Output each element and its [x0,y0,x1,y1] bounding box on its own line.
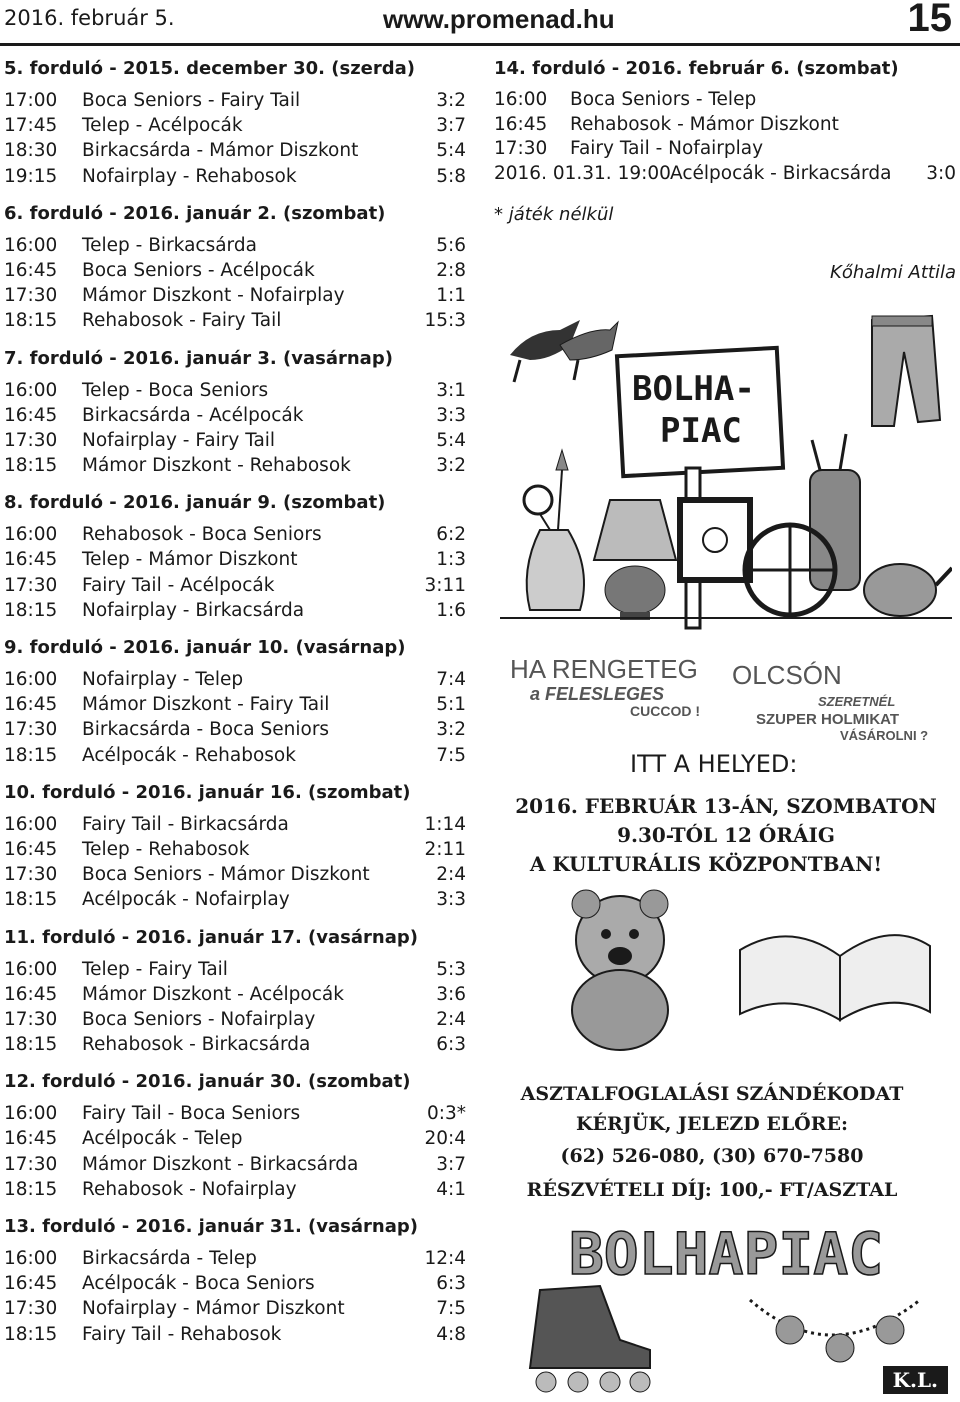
match-score: 12:4 [424,1248,466,1269]
match-row [4,862,466,887]
match-score: 5:6 [436,234,466,256]
match-row [4,428,466,453]
match-score: 4:1 [436,1178,466,1200]
match-time: 16:45 [4,694,58,716]
match-time: 18:15 [4,1178,58,1200]
match-row [4,812,466,837]
match-teams: Nofairplay - Birkacsárda [82,599,305,621]
round-title: 10. forduló - 2016. január 16. (szombat) [4,781,411,803]
match-score: 6:3 [436,1273,466,1295]
match-teams: Mámor Diszkont - Fairy Tail [82,694,330,716]
match-teams: Acélpocák - Rehabosok [82,744,296,766]
match-teams: Rehabosok - Boca Seniors [82,524,322,546]
match-row [494,137,956,162]
match-teams: Fairy Tail - Birkacsárda [82,813,289,835]
match-row [4,233,466,258]
match-score: 1:3 [436,549,466,571]
match-row [4,598,466,623]
match-time: 17:30 [4,429,58,451]
match-time: 16:00 [4,669,58,690]
match-score: 2:11 [424,838,466,860]
match-teams: Boca Seniors - Nofairplay [82,1008,316,1030]
match-score: 7:5 [436,1298,466,1320]
match-teams: Nofairplay - Fairy Tail [82,429,276,451]
match-teams: Mámor Diszkont - Nofairplay [82,285,345,307]
match-time: 16:00 [4,379,58,401]
match-score: 3:6 [436,983,466,1005]
match-time: 16:00 [4,1248,58,1269]
round-block [4,490,466,623]
match-score: 3:11 [424,574,466,596]
round-title: 14. forduló - 2016. február 6. (szombat) [494,58,899,79]
match-teams: Nofairplay - Mámor Diszkont [82,1298,345,1320]
match-row [4,573,466,598]
site-url[interactable]: www.promenad.hu [383,4,615,34]
match-teams: Mámor Diszkont - Acélpocák [82,983,344,1005]
match-teams: Boca Seniors - Telep [570,89,757,110]
match-time: 17:30 [4,1008,58,1030]
match-row [4,717,466,742]
match-time: 18:15 [4,455,58,477]
match-score: 1:6 [436,599,466,621]
match-time: 16:45 [4,1128,58,1150]
round-block [4,1214,466,1347]
match-score: 6:3 [436,1034,466,1056]
match-row [4,1322,466,1347]
match-time: 16:45 [4,983,58,1005]
match-score: 7:4 [436,669,466,690]
match-row [4,547,466,572]
match-score: 3:7 [436,1153,466,1175]
match-time: 17:30 [4,1153,58,1175]
match-score: 15:3 [424,310,466,332]
match-score: 2:8 [436,259,466,281]
match-time: 18:30 [4,140,58,162]
match-row [4,378,466,403]
match-time: 19:15 [4,165,58,187]
open-book-icon [740,935,930,1020]
match-score: 1:1 [436,285,466,307]
match-score: 0:3* [426,1103,466,1125]
footnote: * játék nélkül [494,204,614,225]
match-score: 3:3 [436,889,466,911]
match-row [4,283,466,308]
match-teams: Birkacsárda - Boca Seniors [82,719,330,741]
match-teams: Boca Seniors - Acélpocák [82,259,315,281]
match-time: 17:45 [4,115,58,137]
match-teams: Fairy Tail - Rehabosok [82,1323,282,1345]
match-score: 20:4 [424,1128,466,1150]
match-score: 4:8 [436,1323,466,1345]
match-score: 3:7 [436,115,466,137]
page-header [0,0,960,46]
match-time: 16:45 [4,1273,58,1295]
match-teams: Boca Seniors - Mámor Diszkont [82,864,370,886]
match-row [4,837,466,862]
match-teams: Rehabosok - Birkacsárda [82,1034,311,1056]
match-score: 2:4 [436,1008,466,1030]
match-score: 3:2 [436,90,466,111]
match-time: 16:45 [494,113,548,135]
match-teams: Rehabosok - Nofairplay [82,1178,297,1200]
match-teams: Telep - Fairy Tail [82,958,228,980]
shoes-icon [510,320,618,382]
poster-big-title: BOLHAPIAC [568,1220,884,1288]
sign-line-2: PIAC [660,411,742,451]
sign-line-1: BOLHA- [632,369,755,409]
match-row [4,1126,466,1151]
match-teams: Telep - Birkacsárda [82,234,257,256]
match-time: 16:00 [4,958,58,980]
match-teams: Nofairplay - Telep [82,669,244,690]
match-teams: Acélpocák - Nofairplay [82,889,290,911]
page-number: 15 [907,0,952,40]
match-row [4,113,466,138]
match-score: 1:14 [424,813,466,835]
match-teams: Fairy Tail - Nofairplay [570,138,764,159]
round-block [4,56,466,189]
match-row [4,743,466,768]
match-time: 18:15 [4,310,58,332]
match-time: 18:15 [4,599,58,621]
match-score: 7:5 [436,744,466,766]
match-row-rescheduled [494,162,956,187]
event-date: 2016. FEBRUÁR 13-ÁN, SZOMBATON [515,794,937,818]
ad-olcson: OLCSÓN [732,660,842,690]
event-place: A KULTURÁLIS KÖZPONTBAN! [529,852,883,876]
match-time: 18:15 [4,1323,58,1345]
match-row [4,308,466,333]
flea-market-poster [500,300,952,1398]
round-block [4,1069,466,1202]
match-row [494,88,956,113]
round-block [4,925,466,1058]
match-score: 3:2 [436,719,466,741]
match-teams: Rehabosok - Mámor Diszkont [570,113,839,135]
reservation-line-2: KÉRJÜK, JELEZD ELŐRE: [575,1113,849,1135]
match-teams: Acélpocák - Telep [82,1128,243,1150]
match-row [4,1101,466,1126]
ad-szeretnel: SZERETNÉL [818,694,896,709]
event-time: 9.30-TÓL 12 ÓRÁIG [617,823,835,847]
match-score: 6:2 [436,524,466,546]
match-row [4,957,466,982]
phone-numbers: (62) 526-080, (30) 670-7580 [560,1145,864,1167]
match-row [4,522,466,547]
match-teams: Birkacsárda - Acélpocák [82,404,304,426]
match-teams: Boca Seniors - Fairy Tail [82,90,301,111]
match-row [4,1271,466,1296]
match-time: 17:00 [4,90,58,111]
match-row [4,88,466,113]
match-time: 17:30 [494,138,548,159]
issue-date: 2016. február 5. [4,6,175,30]
reservation-line-1: ASZTALFOGLALÁSI SZÁNDÉKODAT [520,1083,904,1105]
vase-icon [524,450,584,610]
match-teams: Birkacsárda - Mámor Diszkont [82,140,359,162]
match-teams: Acélpocák - Birkacsárda [670,162,892,184]
match-row [4,258,466,283]
match-time: 16:45 [4,404,58,426]
match-teams: Rehabosok - Fairy Tail [82,310,282,332]
match-score: 3:2 [436,455,466,477]
round-title: 11. forduló - 2016. január 17. (vasárnap) [4,926,418,948]
ad-cuccod: CUCCOD ! [630,703,700,719]
match-teams: Acélpocák - Boca Seniors [82,1273,315,1295]
match-teams: Mámor Diszkont - Rehabosok [82,455,351,477]
match-row [4,887,466,912]
match-score: 5:4 [436,140,466,162]
match-time: 18:15 [4,1034,58,1056]
match-teams: Telep - Rehabosok [82,838,250,860]
jeans-icon [872,316,940,426]
match-row [494,113,956,138]
match-time: 16:00 [4,524,58,546]
match-score: 5:3 [436,958,466,980]
roller-skate-icon [530,1286,650,1392]
round-title: 8. forduló - 2016. január 9. (szombat) [4,492,386,514]
match-time: 16:45 [4,259,58,281]
match-time: 18:15 [4,744,58,766]
match-time: 16:45 [4,549,58,571]
match-time: 16:00 [4,813,58,835]
match-row [4,1177,466,1202]
match-time: 2016. 01.31. 19:00 [494,162,671,184]
round-block [494,56,956,186]
match-teams: Mámor Diszkont - Birkacsárda [82,1153,359,1175]
match-teams: Telep - Boca Seniors [82,379,269,401]
match-score: 5:1 [436,694,466,716]
teapot-icon [864,564,952,616]
match-row [4,1296,466,1321]
match-time: 16:45 [4,838,58,860]
ad-szuper: SZUPER HOLMIKAT [756,711,900,728]
match-row [4,164,466,189]
ad-itt-a-helyed: ITT A HELYED: [630,750,798,778]
fixtures-right-column [494,56,956,225]
match-row [4,453,466,478]
match-row [4,138,466,163]
match-row [4,1007,466,1032]
round-block [4,635,466,768]
round-title: 5. forduló - 2015. december 30. (szerda) [4,58,416,79]
poster-signature: K.L. [883,1366,948,1394]
round-block [4,346,466,479]
ad-felesleges: a FELESLEGES [530,684,665,704]
round-title: 6. forduló - 2016. január 2. (szombat) [4,202,386,224]
match-time: 17:30 [4,574,58,596]
match-time: 17:30 [4,864,58,886]
match-time: 17:30 [4,719,58,741]
match-teams: Telep - Mámor Diszkont [82,549,298,571]
match-row [4,1246,466,1271]
match-row [4,1032,466,1057]
match-teams: Nofairplay - Rehabosok [82,165,297,187]
fixtures-left-column [4,56,466,1359]
cart-wheel-icon [745,525,835,615]
ad-vasarolni: VÁSÁROLNI ? [840,728,929,743]
match-score: 5:8 [436,165,466,187]
match-teams: Birkacsárda - Telep [82,1248,257,1269]
match-score: 3:0 [926,162,956,184]
lamp-icon [594,500,676,620]
match-row [4,667,466,692]
round-title: 12. forduló - 2016. január 30. (szombat) [4,1071,411,1093]
necklace-icon [750,1300,920,1362]
round-title: 7. forduló - 2016. január 3. (vasárnap) [4,347,393,369]
match-score: 2:4 [436,864,466,886]
teddy-bear-icon [572,890,668,1050]
match-time: 18:15 [4,889,58,911]
match-time: 16:00 [494,89,548,110]
match-row [4,403,466,428]
match-teams: Fairy Tail - Acélpocák [82,574,275,596]
match-teams: Telep - Acélpocák [82,115,243,137]
match-time: 16:00 [4,1103,58,1125]
match-score: 5:4 [436,429,466,451]
match-time: 17:30 [4,1298,58,1320]
poster-illustration [500,300,952,1398]
match-row [4,1152,466,1177]
match-time: 17:30 [4,285,58,307]
round-block [4,201,466,334]
match-teams: Fairy Tail - Boca Seniors [82,1103,301,1125]
match-score: 3:3 [436,404,466,426]
participation-fee: RÉSZVÉTELI DÍJ: 100,- FT/ASZTAL [526,1179,898,1201]
round-title: 13. forduló - 2016. január 31. (vasárnap) [4,1216,418,1237]
picture-frame-icon [680,500,750,580]
match-time: 16:00 [4,234,58,256]
match-row [4,982,466,1007]
round-title: 9. forduló - 2016. január 10. (vasárnap) [4,637,406,658]
author-name: Kőhalmi Attila [830,262,956,283]
round-block [4,780,466,913]
match-score: 3:1 [436,379,466,401]
ad-ha-rengeteg: HA RENGETEG [510,654,698,684]
match-row [4,692,466,717]
